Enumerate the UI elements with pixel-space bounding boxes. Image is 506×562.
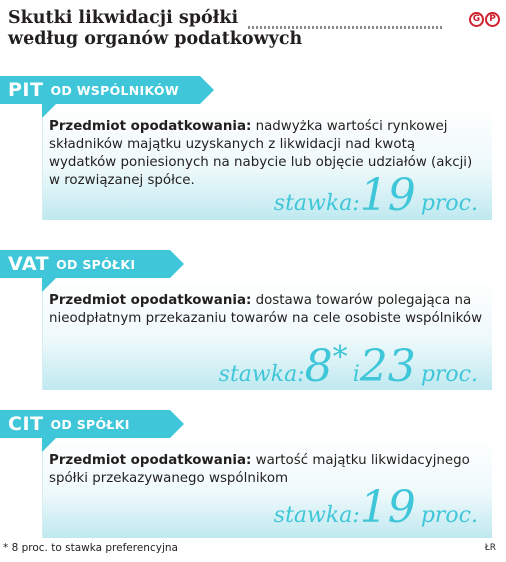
- page-title: [8, 8, 478, 50]
- rate-unit: proc.: [420, 503, 478, 528]
- section-panel: [42, 438, 492, 538]
- section-panel: [42, 104, 492, 220]
- footnote: * 8 proc. to stawka preferencyjna: [3, 542, 178, 554]
- rate-value-2: 23: [359, 341, 416, 392]
- panel-corner: [42, 438, 56, 452]
- logo-letter-g: G: [469, 12, 484, 27]
- rate-unit: proc.: [420, 362, 478, 387]
- panel-corner: [42, 278, 56, 292]
- description-text: wartość majątku likwidacyjnego spółki przekazywanego wspólnikom: [49, 453, 470, 486]
- rate-label: stawka:: [218, 362, 305, 387]
- title-line-1: Skutki likwidacji spółki: [8, 8, 239, 28]
- description-text: dostawa towarów polegająca na nieodpłatnym przekazaniu towarów na cele osobiste wspólników: [49, 293, 483, 326]
- tax-subject: OD SPÓŁKI: [56, 256, 136, 272]
- rate-value: 19: [359, 482, 416, 533]
- rate-value: 8: [304, 341, 333, 392]
- rate-label: stawka:: [273, 191, 360, 216]
- rate: [273, 482, 478, 533]
- section-pit: [0, 76, 506, 226]
- rate: [218, 340, 478, 392]
- title-line-2: według organów podatkowych: [8, 29, 303, 49]
- tax-name: PIT: [8, 79, 44, 101]
- section-band: [0, 250, 170, 278]
- section-panel: [42, 278, 492, 390]
- description-text: nadwyżka wartości rynkowej składników majątku uzyskanych z likwidacji nad kwotą wydatków poniesionych na nabycie lub objęcie udziałów (akcji) w rozwiązanej spółce.: [49, 119, 473, 188]
- rate-conjunction: i: [352, 362, 360, 387]
- rate: [273, 170, 478, 221]
- section-cit: [0, 410, 506, 540]
- description-label: Przedmiot opodatkowania:: [49, 119, 252, 134]
- section-vat: [0, 250, 506, 400]
- description-label: Przedmiot opodatkowania:: [49, 293, 252, 308]
- section-description: [49, 292, 484, 328]
- tax-subject: OD WSPÓLNIKÓW: [50, 82, 179, 98]
- tax-name: VAT: [8, 253, 50, 275]
- title-rule: [248, 26, 443, 29]
- section-description: [49, 452, 484, 488]
- logo-letter-p: P: [485, 12, 500, 27]
- rate-unit: proc.: [420, 191, 478, 216]
- tax-subject: OD SPÓŁKI: [50, 416, 130, 432]
- rate-label: stawka:: [273, 503, 360, 528]
- brand-logo: [460, 12, 500, 28]
- rate-footnote-marker: *: [332, 340, 348, 375]
- tax-name: CIT: [8, 413, 44, 435]
- description-label: Przedmiot opodatkowania:: [49, 453, 252, 468]
- section-band: [0, 410, 170, 438]
- section-band: [0, 76, 200, 104]
- rate-value: 19: [359, 170, 416, 221]
- header: [8, 8, 478, 50]
- panel-corner: [42, 104, 56, 118]
- author-initials: ŁR: [484, 543, 496, 553]
